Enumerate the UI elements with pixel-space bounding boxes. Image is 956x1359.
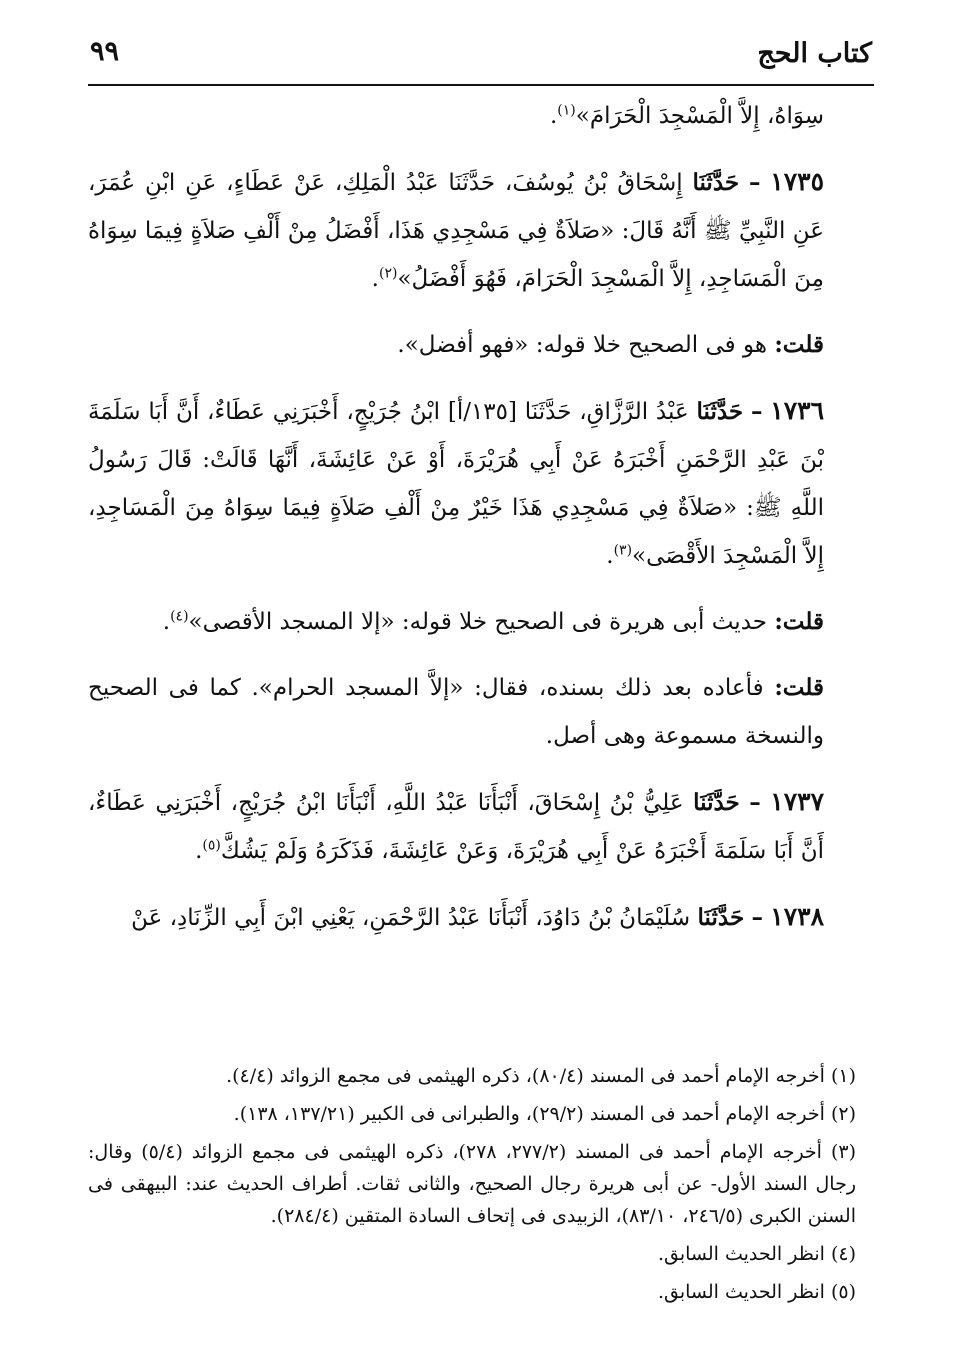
hadith-number: ١٧٣٥ bbox=[770, 167, 825, 196]
footnote-ref: (١) bbox=[557, 102, 576, 119]
sentence-end: . bbox=[371, 266, 379, 292]
note-label: قلت: bbox=[774, 674, 824, 701]
hadith-lead: حَدَّثَنَا bbox=[696, 398, 744, 425]
sentence-end: . bbox=[606, 543, 614, 569]
note-text: فأعاده بعد ذلك بسنده، فقال: «إلاَّ المسجد الحرام». كما فى الصحيح والنسخة مسموعة وهى أصل. bbox=[88, 675, 824, 749]
hadith-1738 bbox=[88, 893, 824, 942]
footnote-text: أخرجه الإمام أحمد فى المسند (٢٩/٢)، والطبرانى فى الكبير (١٣٧/٢١، ١٣٨). bbox=[233, 1103, 825, 1125]
footnote-number: (١) bbox=[830, 1065, 856, 1087]
hadith-number: ١٧٣٧ bbox=[770, 787, 825, 816]
footnote-ref: (٣) bbox=[613, 542, 633, 559]
hadith-text: سُلَيْمَانُ بْنُ دَاوُدَ، أَنْبَأَنَا عَبْدُ الرَّحْمَنِ، يَعْنِي ابْنَ أَبِي الزِّنَادِ، عَنْ bbox=[131, 905, 691, 931]
footnote-3 bbox=[88, 1136, 856, 1232]
footnote-2 bbox=[88, 1098, 856, 1130]
footnote-text: أخرجه الإمام أحمد فى المسند (٢٧٧/٢، ٢٧٨)، ذكره الهيثمى فى مجمع الزوائد (٥/٤) وقال: رجال السند الأول- عن أبى هريرة رجال الصحيح، والثانى ثقات. أطراف الحديث عند: البيهقى فى السنن الكبرى (٢٤٦/٥، ٨٣/١٠)، الزبيدى فى إتحاف السادة المتقين (٢٨٤/٤). bbox=[88, 1141, 856, 1227]
footnote-ref: (٢) bbox=[378, 265, 398, 282]
editor-note-2 bbox=[88, 598, 824, 646]
footnote-number: (٤) bbox=[830, 1243, 856, 1265]
hadith-separator: – bbox=[748, 169, 761, 196]
footnote-text: أخرجه الإمام أحمد فى المسند (٨٠/٤)، ذكره الهيثمى فى مجمع الزوائد (٤/٤). bbox=[226, 1065, 825, 1087]
hadith-lead: حَدَّثَنَا bbox=[697, 904, 745, 931]
page-number: ٩٩ bbox=[90, 36, 120, 67]
sentence-end: . bbox=[162, 609, 171, 635]
footnote-number: (٥) bbox=[830, 1281, 856, 1303]
hadith-text: عَبْدُ الرَّزَّاقِ، حَدَّثَنَا [١٣٥/أ] ابْنُ جُرَيْجٍ، أَخْبَرَنِي عَطَاءٌ، أَنَّ أَبَا سَلَمَةَ بْنَ عَبْدِ الرَّحْمَنِ أَخْبَرَهُ عَنْ أَبِي هُرَيْرَةَ، أَوْ عَنْ عَائِشَةَ، أَنَّهَا قَالَتْ: قَالَ رَسُولُ اللَّهِ ﷺ: «صَلاَةٌ فِي مَسْجِدِي هَذَا خَيْرٌ مِنْ أَلْفِ صَلاَةٍ فِيمَا سِوَاهُ مِنَ الْمَسَاجِدِ، إِلاَّ الْمَسْجِدَ الأَقْصَى» bbox=[88, 399, 824, 569]
hadith-separator: – bbox=[749, 789, 761, 816]
note-text: هو فى الصحيح خلا قوله: «فهو أفضل». bbox=[397, 332, 767, 358]
footnote-text: انظر الحديث السابق. bbox=[657, 1243, 825, 1265]
sentence-end: . bbox=[195, 838, 203, 864]
hadith-1737 bbox=[88, 778, 824, 875]
hadith-lead: حَدَّثَنَا bbox=[693, 789, 740, 816]
hadith-text: إِسْحَاقُ بْنُ يُوسُفَ، حَدَّثَنَا عَبْدُ الْمَلِكِ، عَنْ عَطَاءٍ، عَنِ ابْنِ عُمَرَ، عَنِ النَّبِيِّ ﷺ أَنَّهُ قَالَ: «صَلاَةٌ فِي مَسْجِدِي هَذَا، أَفْضَلُ مِنْ أَلْفِ صَلاَةٍ فِيمَا سِوَاهُ مِنَ الْمَسَاجِدِ، إِلاَّ الْمَسْجِدَ الْحَرَامَ، فَهُوَ أَفْضَلُ» bbox=[88, 170, 824, 292]
editor-note-1 bbox=[88, 321, 824, 369]
hadith-separator: – bbox=[751, 904, 763, 931]
footnote-ref: (٥) bbox=[202, 837, 221, 854]
note-label: قلت: bbox=[774, 608, 824, 635]
footnotes bbox=[88, 1060, 856, 1314]
continuation-text: سِوَاهُ، إِلاَّ الْمَسْجِدَ الْحَرَامَ» bbox=[575, 103, 824, 129]
hadith-number: ١٧٣٦ bbox=[770, 396, 825, 425]
footnote-ref: (٤) bbox=[170, 608, 189, 625]
hadith-lead: حَدَّثَنَا bbox=[692, 169, 740, 196]
footnote-1 bbox=[88, 1060, 856, 1092]
hadith-1735 bbox=[88, 158, 824, 303]
note-text: حديث أبى هريرة فى الصحيح خلا قوله: «إلا المسجد الأقصى» bbox=[188, 609, 767, 635]
footnote-5 bbox=[88, 1276, 856, 1308]
sentence-end: . bbox=[549, 103, 558, 129]
continuation-line bbox=[88, 92, 824, 140]
editor-note-3 bbox=[88, 664, 824, 760]
header-divider bbox=[88, 84, 874, 86]
footnote-text: انظر الحديث السابق. bbox=[657, 1281, 825, 1303]
hadith-separator: – bbox=[750, 398, 763, 425]
hadith-text: عَلِيُّ بْنُ إِسْحَاقَ، أَنْبَأَنَا عَبْدُ اللَّهِ، أَنْبَأَنَا ابْنُ جُرَيْجٍ، أَخْبَرَنِي عَطَاءٌ، أَنَّ أَبَا سَلَمَةَ أَخْبَرَهُ عَنْ أَبِي هُرَيْرَةَ، وَعَنْ عَائِشَةَ، فَذَكَرَهُ وَلَمْ يَشُكَّ bbox=[88, 790, 824, 864]
footnote-4 bbox=[88, 1238, 856, 1270]
note-label: قلت: bbox=[774, 331, 824, 358]
hadith-number: ١٧٣٨ bbox=[770, 902, 824, 931]
book-title: كتاب الحج bbox=[757, 38, 872, 69]
footnote-number: (٢) bbox=[830, 1103, 856, 1125]
page-header bbox=[90, 34, 872, 74]
footnote-number: (٣) bbox=[830, 1141, 856, 1163]
main-text bbox=[88, 92, 824, 960]
hadith-1736 bbox=[88, 387, 824, 580]
